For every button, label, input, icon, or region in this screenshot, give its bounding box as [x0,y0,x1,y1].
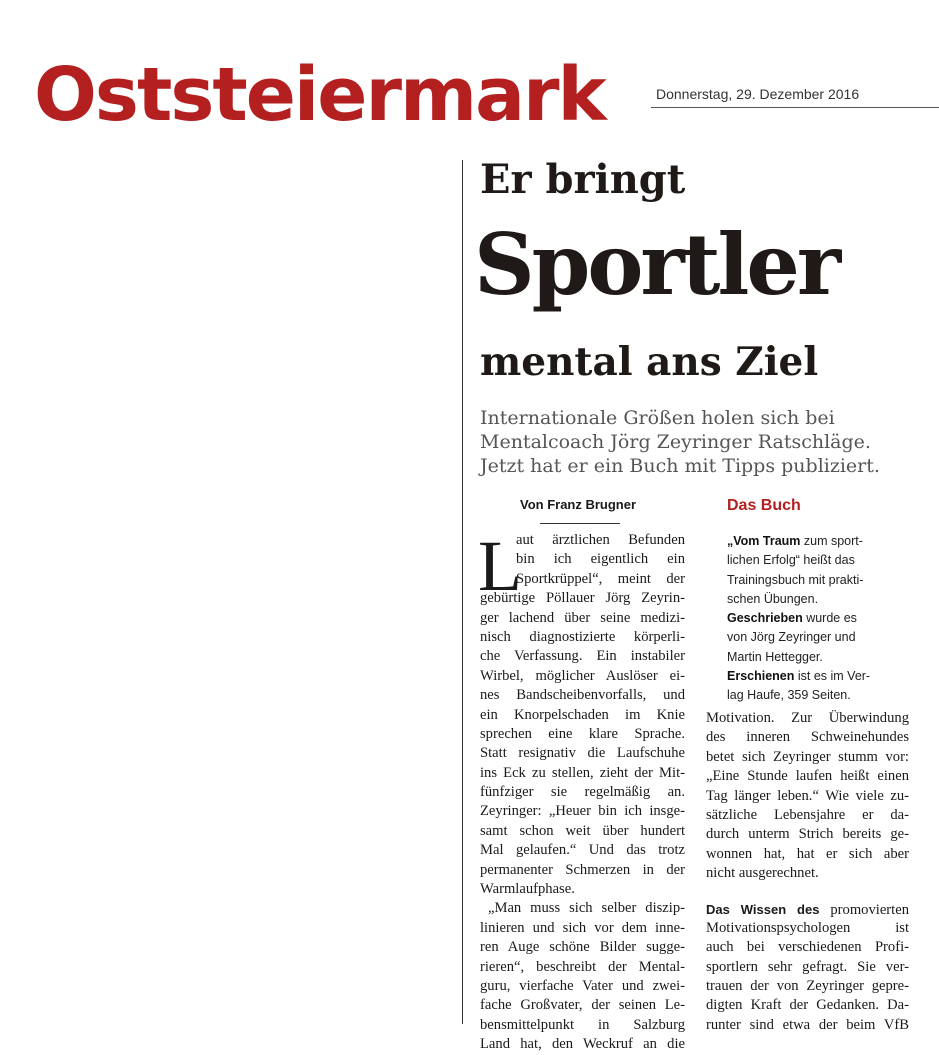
lead-paragraph [480,406,935,478]
text-line: bin ich eigentlich ein [516,551,685,568]
text-line: Warmlaufphase. [480,881,575,898]
infobox-line: schen Übungen. [727,591,819,606]
text-line: nicht ausgerechnet. [706,865,819,882]
text-line: „Man muss sich selber diszip- [488,900,685,917]
infobox-text: zum sport- [800,534,863,548]
text-line: durch unterm Strich bereits ge- [706,826,909,843]
byline: Von Franz Brugner [520,497,637,512]
infobox-line: lag Haufe, 359 Seiten. [727,688,851,703]
text-line: Tag länger leben.“ Wie viele zu- [706,787,909,804]
infobox-line [727,667,927,686]
text-line [706,900,909,919]
byline-rule [540,523,620,524]
infobox-bold: Erschienen [727,669,795,684]
dateline: Donnerstag, 29. Dezember 2016 [656,86,860,102]
drop-cap: L [478,526,522,606]
text-line: nisch diagnostizierte körperli- [480,628,685,645]
lead-line: Mentalcoach Jörg Zeyringer Ratschläge. [480,431,871,453]
text-line: sätzliche Lebensjahre er da- [706,806,909,823]
text-line: gebürtige Pöllauer Jörg Zeyrin- [480,590,685,607]
infobox-line [727,532,927,551]
subhead-lead-in: Das Wissen des [706,901,820,917]
text-line: runter sind etwa der beim VfB [706,1016,909,1033]
column-divider [462,160,463,1024]
headline-line-2: Sportler [474,215,839,314]
text-fragment: promovierten [830,901,909,918]
infobox-title: Das Buch [727,497,801,514]
text-line: Sportkrüppel“, meint der [516,570,685,587]
text-line: Wirbel, möglicher Auslöser ei- [480,667,685,684]
text-line: bensmittelpunkt in Salzburg [480,1016,685,1033]
text-line: betet sich Zeyringer stumm vor: [706,748,909,765]
text-line: nes Bandscheibenvorfalls, und [480,687,685,704]
text-line: Land hat, den Weckruf an die [480,1036,685,1053]
header-rule [651,107,939,108]
headline-line-1: Er bringt [480,156,686,203]
text-line: permanenter Schmerzen in der [480,861,685,878]
text-line: sportlern sehr gefragt. Sie ver- [706,958,909,975]
text-line: wonnen hat, hat er sich aber [706,845,909,862]
text-line: linieren und sich vor dem inne- [480,919,685,936]
text-line: sprechen eine klare Sprache. [480,725,685,742]
text-line: aut ärztlichen Befunden [516,532,685,548]
text-line: fünfziger sie regelmäßig an. [480,784,685,801]
infobox-line: lichen Erfolg“ heißt das [727,553,855,568]
lead-line: Internationale Größen holen sich bei [480,407,835,429]
text-line: samt schon weit über hundert [480,822,685,839]
text-line: trauen der von Zeyringer gepre- [706,978,909,995]
article-column-2 [706,709,909,1035]
infobox-line [727,609,927,628]
infobox-bold: „Vom Traum [727,534,801,548]
text-line: Statt resignativ die Laufschuhe [480,745,685,762]
text-line: rieren“, beschreibt der Mental- [480,958,685,975]
infobox-text: wurde es [802,611,857,626]
text-line: Motivation. Zur Überwindung [706,710,909,726]
text-line: Zeyringer: „Heuer bin ich insge- [480,803,685,820]
paragraph-gap [706,884,909,900]
text-line: che Verfassung. Ein instabiler [480,648,685,665]
text-line: auch bei verschiedenen Profi- [706,939,909,956]
text-line: ins Eck zu stellen, zieht der Mit- [480,764,685,781]
text-line: ren Auge schöne Bilder sugge- [480,939,685,956]
text-line: digten Kraft der Gedanken. Da- [706,997,909,1014]
text-line: guru, vierfache Vater und zwei- [480,977,685,994]
text-line: ger lachend über seine medizi- [480,609,685,626]
infobox-line: Trainingsbuch mit prakti- [727,572,864,587]
text-line: „Eine Stunde laufen heißt einen [706,768,909,785]
infobox-text: ist es im Ver- [794,669,871,684]
text-line: Motivationspsychologen ist [706,919,909,936]
infobox-line: von Jörg Zeyringer und [727,630,856,645]
infobox-line: Martin Hettegger. [727,649,823,664]
text-line: fache Großvater, der seinen Le- [480,997,685,1014]
article-column-1 [478,526,685,1055]
masthead: Oststeiermark [34,52,605,138]
text-line: des inneren Schweinehundes [706,729,909,746]
headline-line-3: mental ans Ziel [480,339,819,385]
text-line: Mal gelaufen.“ Und das trotz [480,842,685,859]
lead-line: Jetzt hat er ein Buch mit Tipps publiziert. [480,455,880,477]
infobox-bold: Geschrieben [727,611,803,626]
infobox [727,532,927,706]
text-line: ein Knorpelschaden im Knie [480,706,685,723]
